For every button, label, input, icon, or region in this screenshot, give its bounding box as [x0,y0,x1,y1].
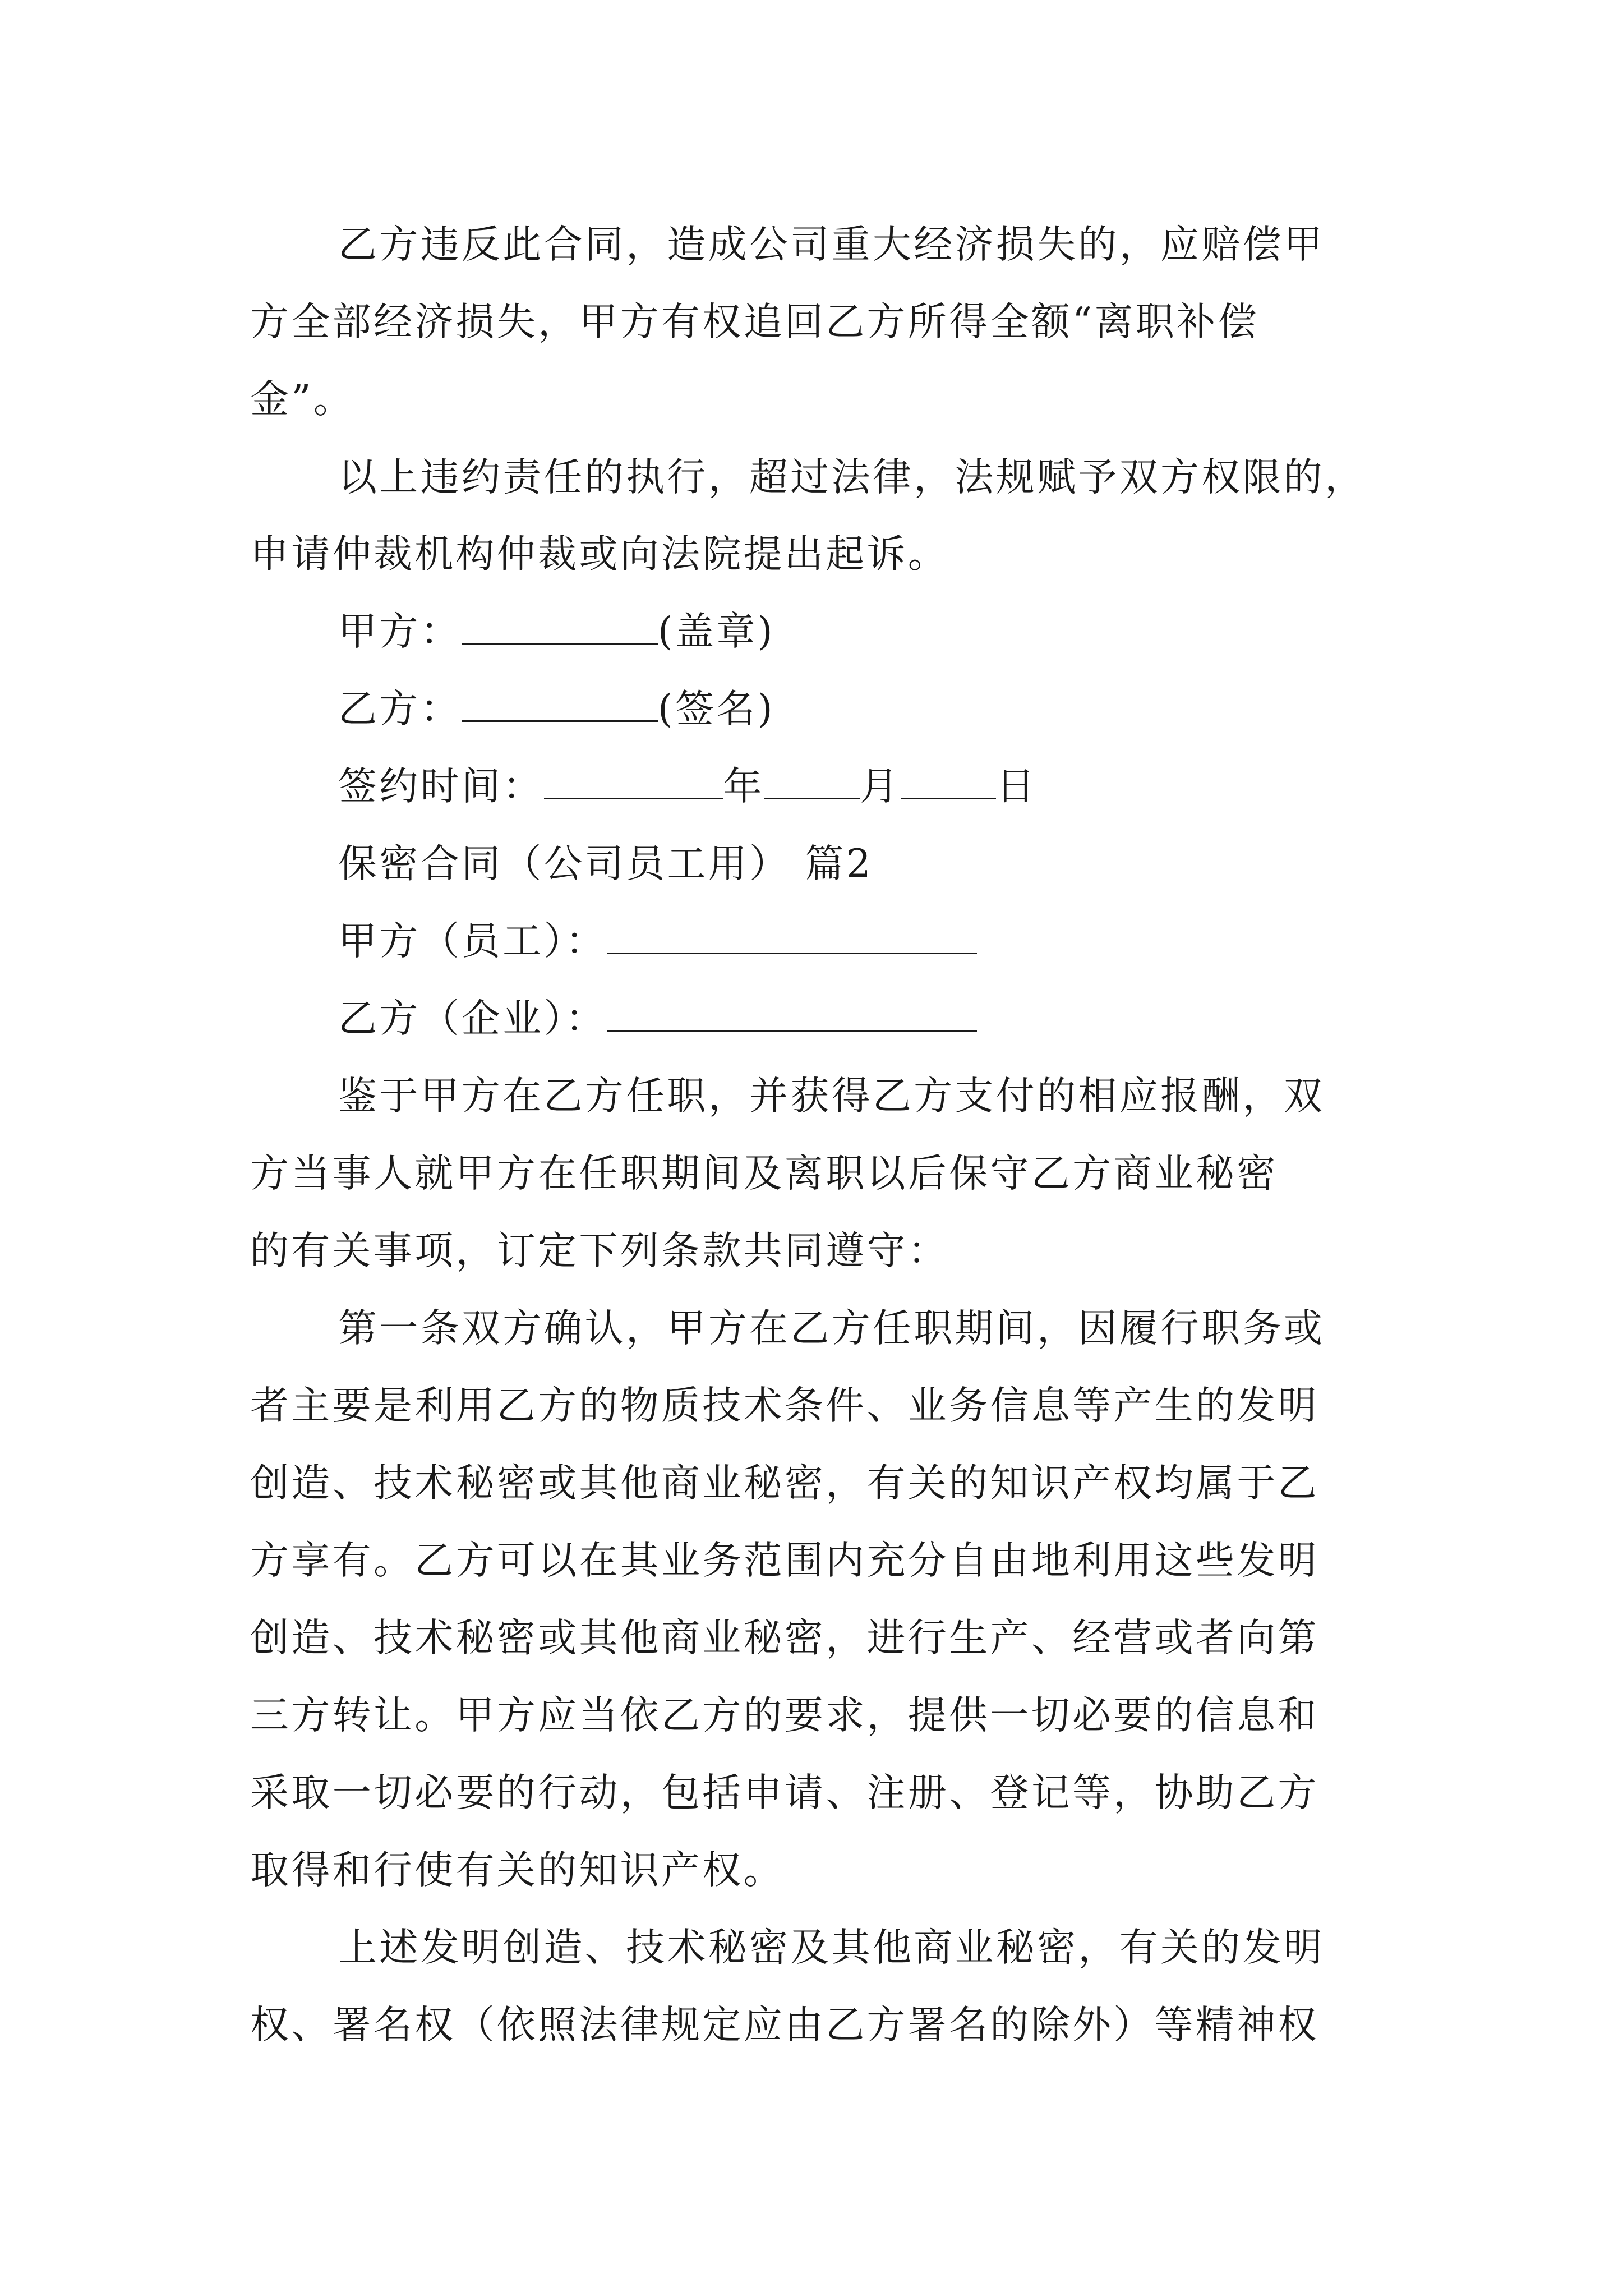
party-a-blank [462,608,658,645]
company-party-line [338,992,1477,1046]
paragraph-line: 第一条双方确认，甲方在乙方任职期间，因履行职务或 [338,1306,1325,1351]
paragraph-line: 创造、技术秘密或其他商业秘密，有关的知识产权均属于乙 [250,1461,1319,1506]
paragraph-line: 金”。 [250,377,355,422]
signing-date-line [338,760,1477,813]
date-label: 签约时间： [338,764,544,809]
paragraph-line: 申请仲裁机构仲裁或向法院提出起诉。 [250,532,949,577]
paragraph-line: 的有关事项，订定下列条款共同遵守： [250,1228,949,1273]
company-blank [607,995,977,1032]
section-title: 保密合同（公司员工用） 篇2 [338,841,874,886]
paragraph-line: 以上违约责任的执行，超过法律，法规赋予双方权限的， [338,455,1366,500]
paragraph-line: 三方转让。甲方应当依乙方的要求，提供一切必要的信息和 [250,1693,1319,1738]
paragraph-line: 方享有。乙方可以在其业务范围内充分自由地利用这些发明 [250,1538,1319,1583]
party-b-blank [462,685,658,722]
party-a-label: 甲方： [338,609,462,654]
paragraph-line: 权、署名权（依照法律规定应由乙方署名的除外）等精神权 [250,2003,1319,2047]
paragraph-line: 取得和行使有关的知识产权。 [250,1848,785,1893]
paragraph-line: 乙方违反此合同，造成公司重大经济损失的，应赔偿甲 [338,222,1325,267]
party-b-signature-line [338,682,1477,736]
employee-label: 甲方（员工）： [338,919,607,964]
paragraph-line: 创造、技术秘密或其他商业秘密，进行生产、经营或者向第 [250,1616,1319,1660]
year-blank [544,763,723,799]
company-label: 乙方（企业）： [338,996,607,1041]
day-label: 日 [996,764,1038,809]
month-blank [764,763,860,799]
paragraph-line: 上述发明创造、技术秘密及其他商业秘密，有关的发明 [338,1925,1325,1970]
employee-blank [607,918,977,954]
party-a-signature-line [338,605,1477,659]
year-label: 年 [723,764,764,809]
paragraph-line: 方当事人就甲方在任职期间及离职以后保守乙方商业秘密 [250,1151,1278,1196]
employee-party-line [338,914,1477,968]
paragraph-line: 鉴于甲方在乙方任职，并获得乙方支付的相应报酬，双 [338,1074,1325,1119]
paragraph-line: 者主要是利用乙方的物质技术条件、业务信息等产生的发明 [250,1383,1319,1428]
party-a-suffix: (盖章) [657,609,775,654]
party-b-label: 乙方： [338,687,462,731]
day-blank [901,763,996,799]
paragraph-line: 采取一切必要的行动，包括申请、注册、登记等，协助乙方 [250,1770,1319,1815]
party-b-suffix: (签名) [657,687,775,731]
paragraph-line: 方全部经济损失，甲方有权追回乙方所得全额“离职补偿 [250,300,1259,344]
month-label: 月 [859,764,901,809]
